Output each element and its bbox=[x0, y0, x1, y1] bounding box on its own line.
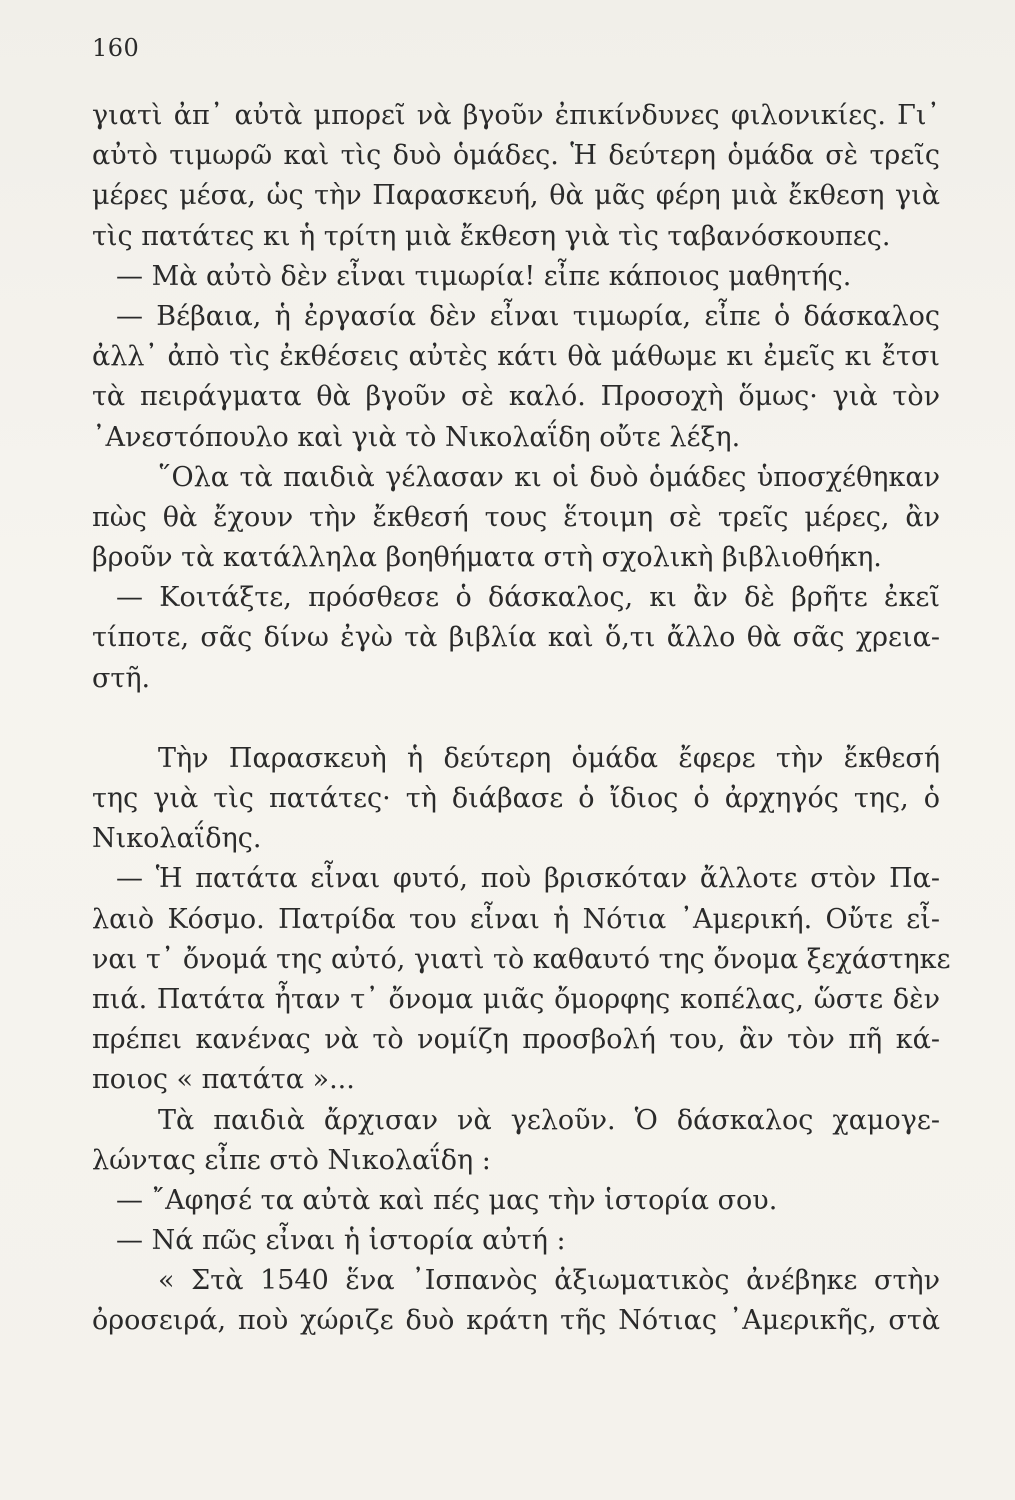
text-line: πρέπει κανένας νὰ τὸ νομίζη προσβολή του, ἂν τὸν πῆ κά- bbox=[92, 1024, 940, 1056]
text-line: πιά. Πατάτα ἦταν τ᾽ ὄνομα μιᾶς ὄμορφης κοπέλας, ὥστε δὲν bbox=[92, 983, 940, 1015]
text-line: ὀροσειρά, ποὺ χώριζε δυὸ κράτη τῆς Νότιας ᾽Αμερικῆς, στὰ bbox=[92, 1305, 940, 1337]
text-line: γιατὶ ἀπ᾽ αὐτὰ μπορεῖ νὰ βγοῦν ἐπικίνδυνες φιλονικίες. Γι᾽ bbox=[92, 100, 940, 131]
body-text bbox=[92, 96, 951, 1342]
text-line: — Βέβαια, ἡ ἐργασία δὲν εἶναι τιμωρία, εἶπε ὁ δάσκαλος bbox=[116, 300, 940, 332]
text-line: ποιος « πατάτα »... bbox=[92, 1064, 355, 1096]
text-line: Νικολαΐδης. bbox=[92, 823, 262, 855]
text-line: λαιὸ Κόσμο. Πατρίδα του εἶναι ἡ Νότια ᾽Αμερική. Οὔτε εἶ- bbox=[92, 903, 940, 935]
text-line: — Κοιτάξτε, πρόσθεσε ὁ δάσκαλος, κι ἂν δὲ βρῆτε ἐκεῖ bbox=[116, 582, 940, 614]
text-line: στῆ. bbox=[92, 662, 151, 694]
paragraph-spacer bbox=[92, 699, 940, 739]
text-line: — Ἡ πατάτα εἶναι φυτό, ποὺ βρισκόταν ἄλλοτε στὸν Πα- bbox=[116, 863, 940, 895]
text-line: ναι τ᾽ ὄνομά της αὐτό, γιατὶ τὸ καθαυτό της ὄνομα ξεχάστηκε bbox=[92, 943, 951, 975]
text-line: Τὰ παιδιὰ ἄρχισαν νὰ γελοῦν. Ὁ δάσκαλος χαμογε- bbox=[158, 1104, 940, 1136]
text-line: ᾽Ανεστόπουλο καὶ γιὰ τὸ Νικολαΐδη οὔτε λέξη. bbox=[92, 421, 741, 453]
text-line: μέρες μέσα, ὡς τὴν Παρασκευή, θὰ μᾶς φέρη μιὰ ἔκθεση γιὰ bbox=[92, 180, 940, 212]
text-line: βροῦν τὰ κατάλληλα βοηθήματα στὴ σχολικὴ βιβλιοθήκη. bbox=[92, 542, 882, 574]
text-line: Τὴν Παρασκευὴ ἡ δεύτερη ὁμάδα ἔφερε τὴν ἔκθεσή bbox=[158, 742, 940, 774]
text-line: τὰ πειράγματα θὰ βγοῦν σὲ καλό. Προσοχὴ ὅμως· γιὰ τὸν bbox=[92, 381, 940, 413]
text-line: ἀλλ᾽ ἀπὸ τὶς ἐκθέσεις αὐτὲς κάτι θὰ μάθωμε κι ἐμεῖς κι ἔτσι bbox=[92, 341, 940, 373]
text-line: λώντας εἶπε στὸ Νικολαΐδη : bbox=[92, 1144, 491, 1176]
text-line: πὼς θὰ ἔχουν τὴν ἔκθεσή τους ἕτοιμη σὲ τρεῖς μέρες, ἂν bbox=[92, 501, 940, 533]
text-line: ῞Ολα τὰ παιδιὰ γέλασαν κι οἱ δυὸ ὁμάδες ὑποσχέθηκαν bbox=[158, 461, 940, 493]
text-line: τίποτε, σᾶς δίνω ἐγὼ τὰ βιβλία καὶ ὅ,τι ἄλλο θὰ σᾶς χρεια- bbox=[92, 622, 940, 654]
text-line: — ῎Αφησέ τα αὐτὰ καὶ πές μας τὴν ἱστορία σου. bbox=[116, 1184, 778, 1216]
text-line: τὶς πατάτες κι ἡ τρίτη μιὰ ἔκθεση γιὰ τὶς ταβανόσκουπες. bbox=[92, 220, 891, 252]
text-line: — Νά πῶς εἶναι ἡ ἱστορία αὐτή : bbox=[116, 1225, 566, 1257]
text-line: « Στὰ 1540 ἕνα ᾽Ισπανὸς ἀξιωματικὸς ἀνέβηκε στὴν bbox=[158, 1265, 940, 1297]
page-number: 160 bbox=[92, 34, 140, 62]
text-line: της γιὰ τὶς πατάτες· τὴ διάβασε ὁ ἴδιος ὁ ἀρχηγός της, ὁ bbox=[92, 783, 940, 814]
text-line: — Μὰ αὐτὸ δὲν εἶναι τιμωρία! εἶπε κάποιος μαθητής. bbox=[116, 260, 852, 292]
text-line: αὐτὸ τιμωρῶ καὶ τὶς δυὸ ὁμάδες. Ἡ δεύτερη ὁμάδα σὲ τρεῖς bbox=[92, 140, 940, 172]
